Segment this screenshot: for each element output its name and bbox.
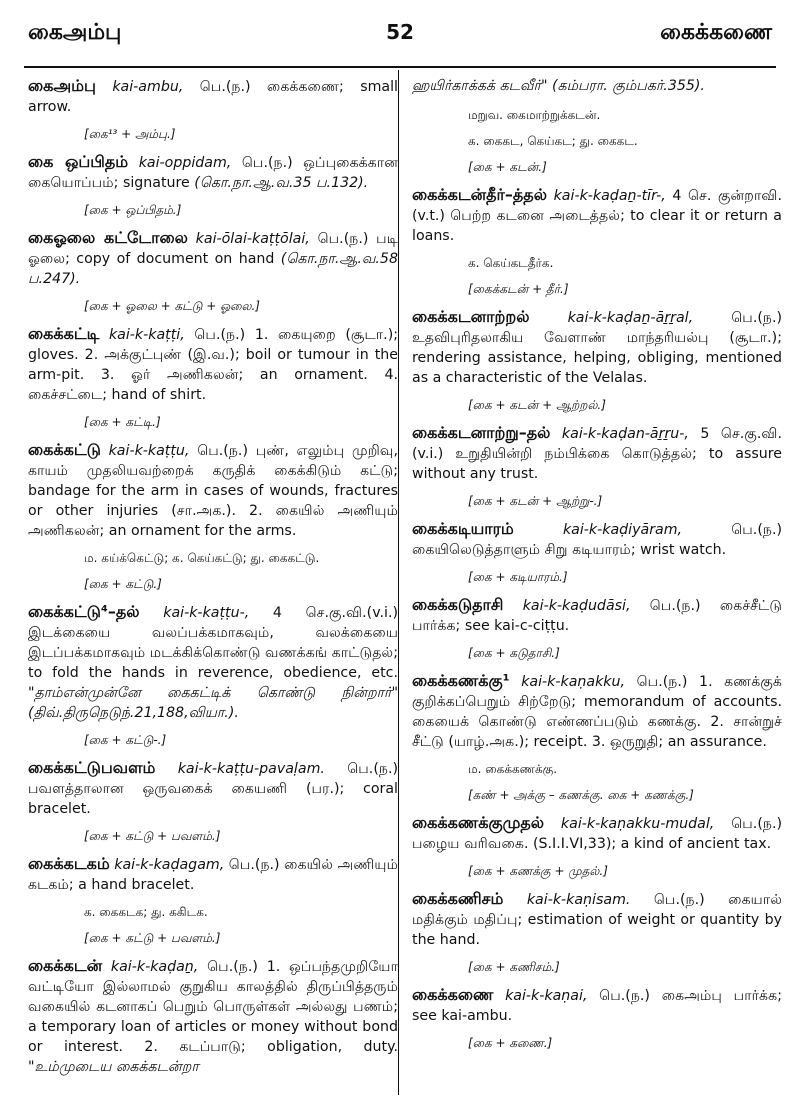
entry-continuation: ஹயிர்காக்கக் கடவீர்" (கம்பரா. கும்பகர்.355). bbox=[412, 78, 705, 94]
etymology: [கை + கணிசம்.] bbox=[468, 960, 560, 974]
header-rule bbox=[24, 66, 776, 68]
dictionary-entry bbox=[28, 324, 398, 405]
right-running-headword: கைக்கணை bbox=[660, 20, 772, 45]
entry-headword: கைக்கடகம் bbox=[28, 854, 110, 873]
entry-headword: கைக்கடுதாசி bbox=[412, 595, 504, 614]
entry-headword: கைஅம்பு bbox=[28, 76, 96, 95]
entry-definition: பெ.(ந.) உதவிபுரிதலாகிய வேளாண் மாந்தரியல்பு (சூடா.); rendering assistance, helping, obliging, mentioned as a characteristic of the Velalas. bbox=[412, 310, 782, 386]
etymology: [கை + கடன் + ஆற்று-.] bbox=[468, 494, 603, 508]
etymology: [கை + கட்டு + பவளம்.] bbox=[84, 931, 221, 945]
entry-definition: 4 செ.கு.வி.(v.i.) இடக்கையை வலப்பக்கமாகவும், வலக்கையை இடப்பக்கமாகவும் மடக்கிக்கொண்டு வணக்கங் காட்டுதல்; to fold the hands in reverence, obedience, etc. bbox=[28, 605, 398, 681]
etymology: [கை¹³ + அம்பு.] bbox=[84, 127, 176, 141]
entry-headword: கைக்கடனாற்றல் bbox=[412, 307, 530, 326]
entry-definition: பெ.(ந.) கையில் அணியும் கடகம்; a hand bracelet. bbox=[28, 857, 398, 893]
entry-citation: (கொ.நா.ஆ.வ.35 ப.132). bbox=[194, 175, 369, 191]
entry-transliteration: kai-k-kaḍan-āṟṟu-, bbox=[561, 426, 689, 442]
entry-headword: கைக்கட்டு⁴–தல் bbox=[28, 602, 140, 621]
entry-definition: பெ.(ந.) 1. ஒப்பந்தமுறியோ வட்டியோ இல்லாமல் குறுகிய காலத்தில் திருப்பித்தரும் வகையில் கடனாகப் பெறும் பொருள்கள் அல்லது பணம்; a temporary loan of articles or money without bond or interest. 2. கடப்பாடு; obligation, duty. bbox=[28, 959, 398, 1055]
etymology: [கை + கணை.] bbox=[468, 1036, 553, 1050]
page-header bbox=[0, 0, 800, 66]
right-column bbox=[412, 76, 782, 1096]
entry-definition: பெ.(ந.) கைஅம்பு பார்க்க; see kai-ambu. bbox=[412, 988, 782, 1024]
entry-transliteration: kai-ambu, bbox=[112, 79, 184, 95]
entry-definition: பெ.(ந.) கையால் மதிக்கும் மதிப்பு; estimation of weight or quantity by the hand. bbox=[412, 892, 782, 948]
entry-headword: கைக்கணை bbox=[412, 985, 494, 1004]
dictionary-entry bbox=[412, 671, 782, 752]
cognates: ம. கைக்கணக்கு. bbox=[468, 762, 558, 776]
entry-headword: கைஓலை கட்டோலை bbox=[28, 228, 188, 247]
entry-definition: பெ.(ந.) 1. கணக்குக் குறிக்கப்பெறும் சிற்றேடு; memorandum of accounts. கையைக் கொண்டு எண்ணப்படும் கணக்கு. 2. சான்றுச் சீட்டு (யாழ்.அக.); receipt. 3. ஒருறுதி; an assurance. bbox=[412, 674, 782, 750]
entry-headword: கைக்கடன் bbox=[28, 956, 103, 975]
etymology: [கை + கணக்கு + முதல்.] bbox=[468, 864, 608, 878]
entry-transliteration: kai-k-kaṭṭu-, bbox=[163, 605, 250, 621]
entry-headword: கைக்கணக்கு¹ bbox=[412, 671, 510, 690]
dictionary-entry bbox=[28, 76, 398, 117]
dictionary-entry bbox=[412, 889, 782, 950]
entry-transliteration: kai-k-kaṇisam. bbox=[526, 892, 631, 908]
entry-citation: (கொ.நா.ஆ.வ.58 ப.247). bbox=[28, 251, 398, 287]
etymology: [கை + கடன்.] bbox=[468, 160, 547, 174]
dictionary-entry bbox=[28, 854, 398, 895]
left-column bbox=[28, 76, 398, 1096]
etymology: [கை + கடன் + ஆற்றல்.] bbox=[468, 398, 606, 412]
entry-headword: கைக்கணக்குமுதல் bbox=[412, 813, 545, 832]
etymology: [கை + கடுதாசி.] bbox=[468, 646, 560, 660]
entry-transliteration: kai-k-kaḍudāsi, bbox=[522, 598, 631, 614]
entry-transliteration: kai-k-kaḍagam, bbox=[114, 857, 225, 873]
entry-transliteration: kai-k-kaḍaṉ-āṟṟal, bbox=[567, 310, 694, 326]
entry-transliteration: kai-k-kaṭṭu-pavaḷam. bbox=[177, 761, 325, 777]
etymology: [கை + கட்டி.] bbox=[84, 415, 161, 429]
dictionary-entry bbox=[412, 519, 782, 560]
dictionary-entry bbox=[28, 758, 398, 819]
etymology: [கை + ஓலை + கட்டு + ஓலை.] bbox=[84, 299, 260, 313]
dictionary-entry bbox=[412, 423, 782, 484]
entry-transliteration: kai-k-kaṇakku-mudal, bbox=[560, 816, 715, 832]
entry-headword: கைக்கடன்தீர்–த்தல் bbox=[412, 185, 547, 204]
cognates: க. கைகடக; து. ககிடக. bbox=[84, 905, 208, 919]
entry-headword: கைக்கட்டு bbox=[28, 440, 101, 459]
dictionary-entry bbox=[412, 595, 782, 636]
dictionary-entry bbox=[412, 185, 782, 246]
cognates: க. கைகட, கெய்கட; து. கைகட. bbox=[468, 134, 638, 148]
dictionary-entry bbox=[28, 440, 398, 541]
dictionary-entry bbox=[28, 152, 398, 193]
etymology: [கண் + அக்கு – கணக்கு. கை + கணக்கு.] bbox=[468, 788, 694, 802]
entry-citation: "உம்முடைய கைக்கடன்றா bbox=[28, 1059, 199, 1075]
entry-transliteration: kai-k-kaṭṭu, bbox=[108, 443, 190, 459]
entry-definition: பெ.(ந.) கைக்கணை; small arrow. bbox=[28, 79, 398, 115]
entry-definition: பெ.(ந.) கையிலெடுத்தாளும் சிறு கடியாரம்; wrist watch. bbox=[412, 522, 782, 558]
entry-transliteration: kai-k-kaṭṭi, bbox=[108, 327, 185, 343]
entry-definition: 5 செ.கு.வி.(v.i.) உறுதியின்றி நம்பிக்கை கொடுத்தல்; to assure without any trust. bbox=[412, 426, 782, 482]
entry-transliteration: kai-k-kaḍiyāram, bbox=[562, 522, 683, 538]
entry-headword: கைக்கட்டுபவளம் bbox=[28, 758, 156, 777]
entry-citation: "தாம்என்முன்னே கைகட்டிக் கொண்டு நின்றார்" (திவ்.திருநெடுந்.21,188,வியா.). bbox=[28, 685, 398, 721]
etymology: [கை + கட்டு-.] bbox=[84, 733, 167, 747]
dictionary-entry bbox=[28, 956, 398, 1077]
etymology: [கை + கடியாரம்.] bbox=[468, 570, 568, 584]
cognates: க. கெய்கடதீர்க. bbox=[468, 256, 554, 270]
entry-headword: கைக்கடியாரம் bbox=[412, 519, 514, 538]
entry-transliteration: kai-ōlai-kaṭṭōlai, bbox=[195, 231, 310, 247]
entry-transliteration: kai-k-kaṇai, bbox=[505, 988, 588, 1004]
entry-transliteration: kai-k-kaḍaṉ, bbox=[110, 959, 199, 975]
etymology: [கை + கட்டு + பவளம்.] bbox=[84, 829, 221, 843]
entry-transliteration: kai-k-kaḍaṉ-tīr-, bbox=[553, 188, 666, 204]
etymology: [கை + ஒப்பிதம்.] bbox=[84, 203, 182, 217]
dictionary-entry bbox=[28, 602, 398, 723]
entry-definition: 4 செ. குன்றாவி.(v.t.) பெற்ற கடனை அடைத்தல்; to clear it or return a loans. bbox=[412, 188, 782, 244]
entry-headword: கை ஒப்பிதம் bbox=[28, 152, 129, 171]
etymology: [கைக்கடன் + தீர்.] bbox=[468, 282, 569, 296]
entry-definition: பெ.(ந.) 1. கையுறை (சூடா.); gloves. 2. அக்குட்புண் (இ.வ.); boil or tumour in the arm-pit. 3. ஓர் அணிகலன்; an ornament. 4. கைச்சட்டை; hand of shirt. bbox=[28, 327, 398, 403]
cognates: ம. கய்க்கெட்டு; க. கெய்கட்டு; து. கைகட்டு. bbox=[84, 551, 320, 565]
entry-definition: பெ.(ந.) கைச்சீட்டு பார்க்க; see kai-c-ciṭṭu. bbox=[412, 598, 782, 634]
column-divider bbox=[398, 70, 399, 1095]
left-running-headword: கைஅம்பு bbox=[28, 20, 122, 45]
dictionary-entry bbox=[412, 813, 782, 854]
entry-definition: பெ.(ந.) படி ஓலை; copy of document on hand bbox=[28, 231, 398, 267]
cognates: மறுவ. கைமாற்றுக்கடன். bbox=[468, 108, 601, 122]
entry-headword: கைக்கணிசம் bbox=[412, 889, 504, 908]
entry-transliteration: kai-oppidam, bbox=[138, 155, 232, 171]
entry-headword: கைக்கட்டி bbox=[28, 324, 100, 343]
dictionary-entry bbox=[412, 307, 782, 388]
entry-transliteration: kai-k-kaṇakku, bbox=[521, 674, 626, 690]
etymology: [கை + கட்டு.] bbox=[84, 577, 162, 591]
page-number: 52 bbox=[386, 20, 414, 44]
entry-definition: பெ.(ந.) பவளத்தாலான ஒருவகைக் கையணி (பர.); coral bracelet. bbox=[28, 761, 398, 817]
entry-headword: கைக்கடனாற்று–தல் bbox=[412, 423, 551, 442]
entry-definition: பெ.(ந.) பழைய வரிவகை. (S.I.I.VI,33); a kind of ancient tax. bbox=[412, 816, 782, 852]
entry-definition: பெ.(ந.) புண், எலும்பு முறிவு, காயம் முதலியவற்றைக் கருதிக் கைக்கிடும் கட்டு; bandage for the arm in cases of wounds, fractures or other injuries (சா.அக.). 2. கையில் அணியும் அணிகலன்; an ornament for the arms. bbox=[28, 443, 398, 539]
dictionary-entry bbox=[412, 985, 782, 1026]
entry-definition: பெ.(ந.) ஒப்புகைக்கான கையொப்பம்; signature bbox=[28, 155, 398, 191]
dictionary-entry bbox=[28, 228, 398, 289]
